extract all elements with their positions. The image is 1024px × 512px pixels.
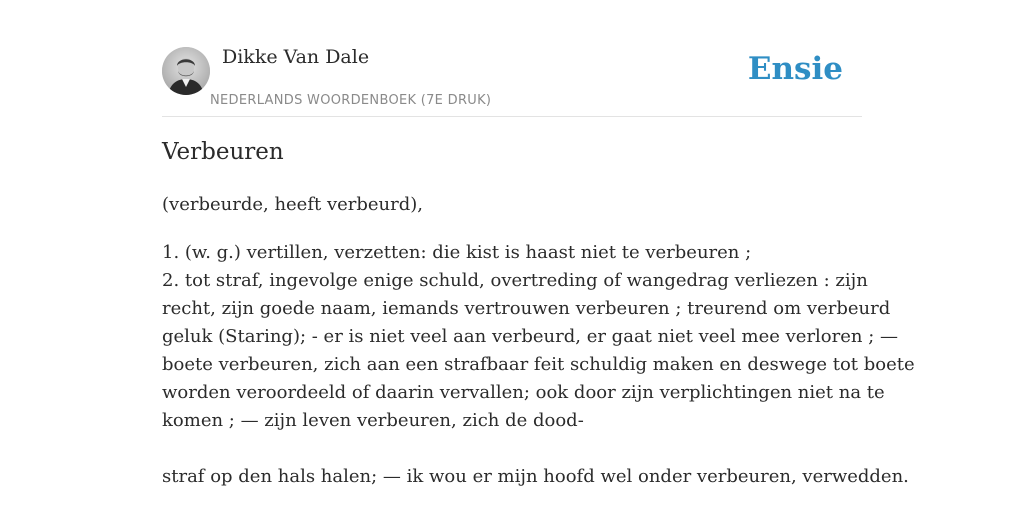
entry-title: Verbeuren <box>162 139 284 165</box>
definition-line: straf op den hals halen; — ik wou er mijn hoofd wel onder verbeuren, verwedden. <box>162 466 909 487</box>
paragraph-break <box>162 435 867 463</box>
definition-line: 1. (w. g.) vertillen, verzetten: die kist is haast niet te verbeuren ; <box>162 242 752 263</box>
dictionary-source[interactable]: NEDERLANDS WOORDENBOEK (7E DRUK) <box>210 93 492 108</box>
entry-definition <box>162 239 915 491</box>
definition-line: recht, zijn goede naam, iemands vertrouwen verbeuren ; treurend om verbeurd <box>162 298 891 319</box>
definition-line: boete verbeuren, zich aan een strafbaar feit schuldig maken en deswege tot boete <box>162 354 915 375</box>
author-portrait-icon <box>162 47 210 95</box>
author-name[interactable]: Dikke Van Dale <box>222 46 370 68</box>
definition-line: 2. tot straf, ingevolge enige schuld, overtreding of wangedrag verliezen : zijn <box>162 270 868 291</box>
entry-header <box>162 42 862 117</box>
definition-line: worden veroordeeld of daarin vervallen; ook door zijn verplichtingen niet na te <box>162 382 885 403</box>
ensie-logo[interactable]: Ensie <box>747 51 843 87</box>
entry-grammar: (verbeurde, heeft verbeurd), <box>162 194 424 215</box>
definition-line: geluk (Staring); - er is niet veel aan verbeurd, er gaat niet veel mee verloren ; — <box>162 326 899 347</box>
definition-line: komen ; — zijn leven verbeuren, zich de dood- <box>162 410 584 431</box>
author-avatar[interactable] <box>162 47 210 95</box>
